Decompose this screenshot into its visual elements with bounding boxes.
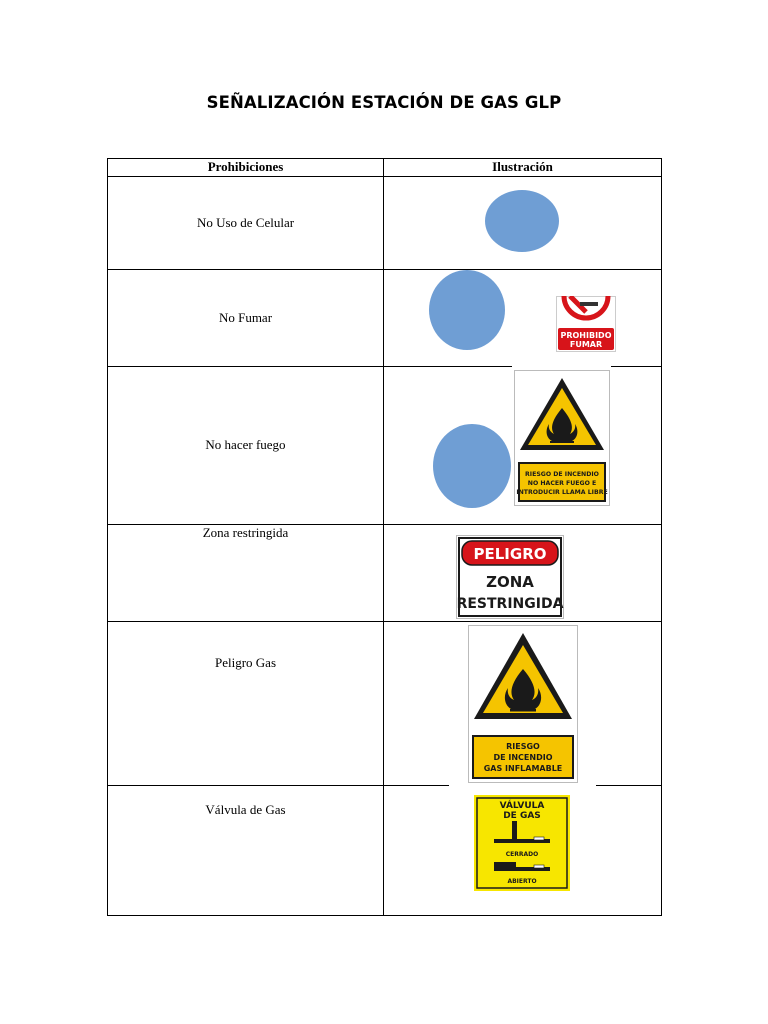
fire-risk-sign [514, 370, 610, 506]
row-rule [107, 621, 662, 622]
no-smoking-line2: FUMAR [569, 340, 603, 349]
no-smoking-sign [556, 296, 616, 352]
row-label-no-fuego: No hacer fuego [205, 437, 286, 452]
document-title: SEÑALIZACIÓN ESTACIÓN DE GAS GLP [206, 93, 562, 112]
flammable-line3: GAS INFLAMABLE [483, 764, 563, 773]
row-label-zona-restringida: Zona restringida [202, 525, 289, 540]
row-label-valvula-gas: Válvula de Gas [205, 802, 286, 817]
row-rule [596, 785, 662, 786]
valve-title-line2: DE GAS [503, 811, 541, 821]
flammable-line2: DE INCENDIO [493, 753, 553, 762]
fire-risk-line1: RIESGO DE INCENDIO [525, 471, 599, 478]
row-rule [107, 366, 384, 367]
valve-open-label: ABIERTO [507, 878, 537, 885]
table-border-bottom [107, 915, 662, 916]
fire-risk-line3: INTRODUCIR LLAMA LIBRE [516, 489, 608, 496]
valve-closed-label: CERRADO [505, 851, 539, 858]
row-label-peligro-gas: Peligro Gas [214, 655, 277, 670]
row-rule [107, 269, 662, 270]
row-rule [611, 366, 662, 367]
fire-risk-line2: NO HACER FUEGO E [527, 480, 597, 487]
row-label-no-fumar: No Fumar [218, 310, 273, 325]
header-prohibiciones: Prohibiciones [207, 159, 284, 174]
image-placeholder-circle [433, 424, 511, 508]
valve-title-line1: VÁLVULA [499, 801, 545, 811]
header-ilustracion: Ilustración [492, 159, 553, 174]
restricted-zone-sign [456, 535, 564, 619]
table-border-right [661, 158, 662, 916]
no-smoking-line1: PROHIBIDO [560, 331, 612, 340]
row-label-no-celular: No Uso de Celular [196, 215, 295, 230]
gas-valve-sign [474, 795, 570, 891]
restricted-header: PELIGRO [473, 545, 547, 563]
restricted-line2: RESTRINGIDA [456, 596, 564, 612]
row-rule [107, 785, 449, 786]
flammable-gas-sign [468, 625, 578, 783]
restricted-line1: ZONA [486, 573, 534, 591]
image-placeholder-circle [485, 190, 559, 252]
table-header-rule [107, 176, 662, 177]
flammable-line1: RIESGO [506, 742, 540, 751]
image-placeholder-circle [429, 270, 505, 350]
row-rule [384, 366, 512, 367]
